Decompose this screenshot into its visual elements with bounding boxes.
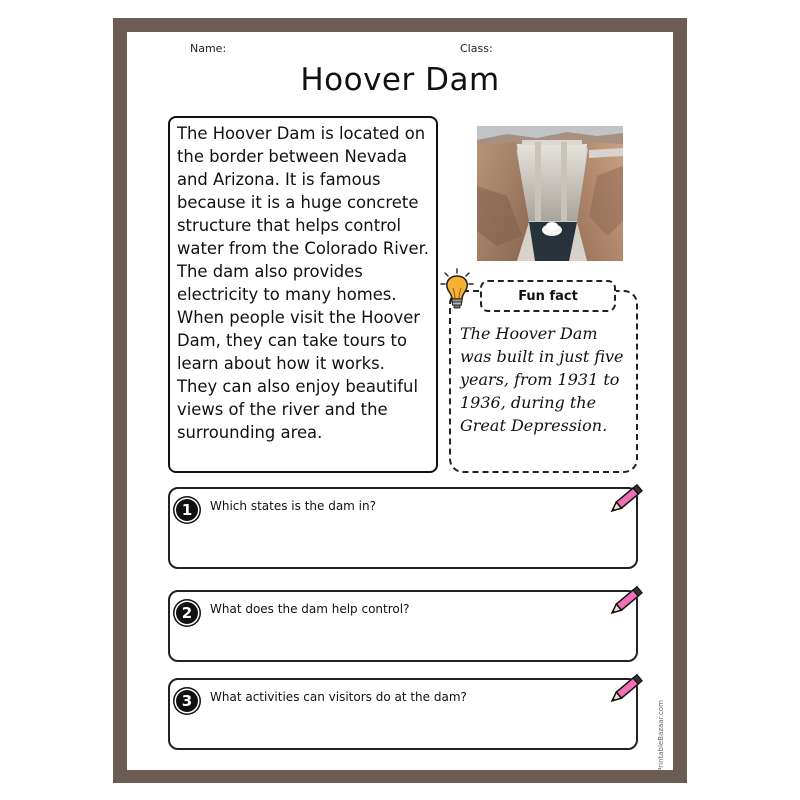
worksheet-title: Hoover Dam — [300, 62, 500, 98]
question-number-2: 2 — [176, 602, 198, 624]
fun-fact-heading: Fun fact — [480, 280, 616, 312]
question-number-1: 1 — [176, 499, 198, 521]
lightbulb-icon — [440, 268, 474, 312]
reading-passage: The Hoover Dam is located on the border between Nevada and Arizona. It is famous because it is a huge concrete structure that helps control water from the Colorado River. The dam also provides electricity to many homes. When people visit the Hoover Dam, they can take tours to learn about how it works. They can also enjoy beautiful views of the river and the surrounding area. — [168, 116, 438, 473]
pencil-icon — [603, 580, 647, 624]
watermark: © PrintableBazaar.com — [657, 700, 665, 783]
question-box-2[interactable] — [168, 590, 638, 662]
fun-fact-text: The Hoover Dam was built in just five years, from 1931 to 1936, during the Great Depression. — [460, 324, 624, 435]
question-box-1[interactable] — [168, 487, 638, 569]
question-box-3[interactable] — [168, 678, 638, 750]
question-text-1: Which states is the dam in? — [210, 499, 376, 513]
pencil-icon — [603, 478, 647, 522]
hoover-dam-photo — [477, 126, 623, 261]
class-label: Class: — [460, 42, 493, 55]
pencil-icon — [603, 668, 647, 712]
question-number-3: 3 — [176, 690, 198, 712]
question-text-2: What does the dam help control? — [210, 602, 410, 616]
question-text-3: What activities can visitors do at the dam? — [210, 690, 467, 704]
fun-fact-box — [449, 290, 638, 473]
name-label: Name: — [190, 42, 227, 55]
